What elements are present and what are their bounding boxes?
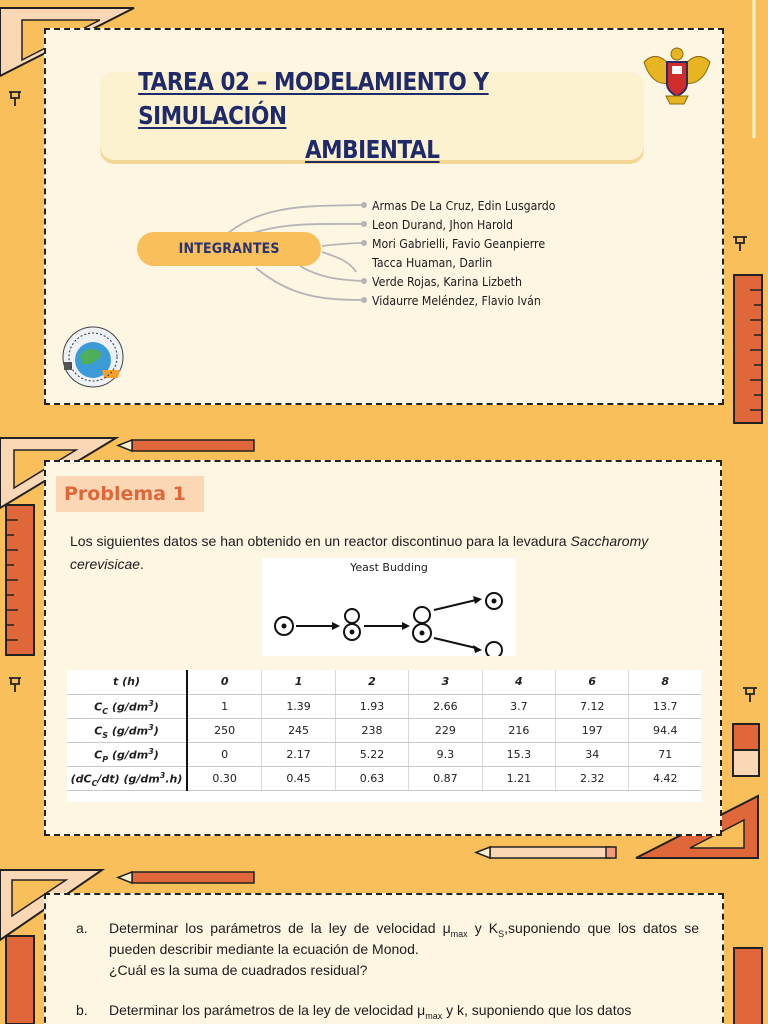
budding-diagram [262,558,516,656]
data-table-container [67,670,701,802]
row-label-part: P [102,754,109,764]
ruler-icon [734,948,762,1024]
row-label-part: (g/dm [108,748,149,762]
problem-intro-end: . [140,556,144,572]
table-cell: 250 [187,718,262,742]
school-logo-icon [58,322,128,392]
row-label-part: 3 [159,770,166,780]
problem-label: Problema 1 [56,476,204,512]
question-a-text [109,918,699,981]
row-label [67,742,187,766]
ruler-icon [6,505,34,655]
table-cell: 71 [629,742,701,766]
time-cell: 2 [335,670,408,694]
problem-intro-text: Los siguientes datos se han obtenido en un reactor discontinuo para la levadura [70,533,571,549]
row-label-part: 3 [148,722,154,732]
table-cell: 9.3 [409,742,482,766]
table-row [67,742,701,766]
pencil-icon [476,847,616,858]
row-label-part: C [94,724,103,738]
eraser-icon [733,724,759,776]
member-item: Verde Rojas, Karina Lizbeth [372,274,522,289]
row-label-part: ) [153,700,159,714]
row-label-part: ) [153,748,159,762]
row-label-part: 3 [148,746,154,756]
time-cell: 1 [262,670,335,694]
row-label [67,718,187,742]
row-label [67,694,187,718]
question-b-text [109,1000,699,1021]
pencil-icon [118,440,254,451]
table-cell: 229 [409,718,482,742]
table-cell: 3.7 [482,694,555,718]
question-text: y K [467,920,499,936]
table-cell: 7.12 [556,694,629,718]
question-letter: b. [76,1002,88,1018]
row-label-part: 3 [148,698,154,708]
table-row [67,766,701,790]
table-cell: 94.4 [629,718,701,742]
members-list [372,196,580,310]
row-label-part: .h) [165,772,183,786]
table-cell: 5.22 [335,742,408,766]
time-header: t (h) [67,670,187,694]
table-cell: 1.93 [335,694,408,718]
member-item: Vidaurre Meléndez, Flavio Iván [372,293,541,308]
row-label-part: C [94,700,103,714]
subscript: max [450,928,468,939]
row-label-part: /dt) (g/dm [97,772,160,786]
members-label: INTEGRANTES [137,232,321,266]
row-label-part: S [102,730,109,740]
question-a [76,918,700,988]
table-cell: 1.39 [262,694,335,718]
question-text: Determinar los parámetros de la ley de velocidad μ [109,920,451,936]
member-item: Armas De La Cruz, Edin Lusgardo [372,198,556,213]
row-label-part: C [94,748,103,762]
table-cell: 0.30 [187,766,262,790]
question-b [76,1000,700,1024]
member-item: Tacca Huaman, Darlin [372,255,493,270]
table-cell: 2.32 [556,766,629,790]
member-item: Mori Gabrielli, Favio Geanpierre [372,236,546,251]
row-label-part: ) [153,724,159,738]
table-header-row [67,670,701,694]
table-row [67,694,701,718]
time-cell: 6 [556,670,629,694]
subscript: max [425,1010,443,1021]
table-cell: 2.66 [409,694,482,718]
question-text: Determinar los parámetros de la ley de velocidad μ [109,1002,426,1018]
table-cell: 13.7 [629,694,701,718]
page-title-line1: TAREA 02 – MODELAMIENTO Y SIMULACIÓN [138,67,489,130]
question-text: ,suponiendo que los datos se pueden describir mediante la ecuación de Monod. [109,920,700,957]
member-item: Leon Durand, Jhon Harold [372,217,514,232]
ruler-icon [6,936,34,1024]
question-text: ¿Cuál es la suma de cuadrados residual? [109,962,368,978]
time-cell: 0 [187,670,262,694]
row-label-part: (g/dm [108,700,149,714]
pencil-icon [118,872,254,883]
figure-title: Yeast Budding [350,561,428,574]
question-text: y k, suponiendo que los datos [442,1002,632,1018]
table-cell: 2.17 [262,742,335,766]
time-cell: 3 [409,670,482,694]
table-cell: 197 [556,718,629,742]
table-cell: 0.87 [409,766,482,790]
yeast-budding-figure [262,558,516,656]
question-letter: a. [76,920,88,936]
row-label-part: C [102,706,109,716]
row-label-part: C [91,778,98,788]
subscript: S [498,928,505,939]
table-cell: 216 [482,718,555,742]
table-row [67,718,701,742]
row-label [67,766,187,790]
table-cell: 34 [556,742,629,766]
table-cell: 238 [335,718,408,742]
table-cell: 0.63 [335,766,408,790]
table-cell: 0.45 [262,766,335,790]
row-label-part: (dC [70,772,92,786]
table-cell: 4.42 [629,766,701,790]
table-cell: 15.3 [482,742,555,766]
table-cell: 0 [187,742,262,766]
table-cell: 245 [262,718,335,742]
row-label-part: (g/dm [108,724,149,738]
time-cell: 8 [629,670,701,694]
page-title-line2: AMBIENTAL [304,135,440,164]
organism-name: Saccharomy cerevisicae [70,533,649,572]
table-cell: 1 [187,694,262,718]
data-table [67,670,701,791]
time-cell: 4 [482,670,555,694]
table-cell: 1.21 [482,766,555,790]
